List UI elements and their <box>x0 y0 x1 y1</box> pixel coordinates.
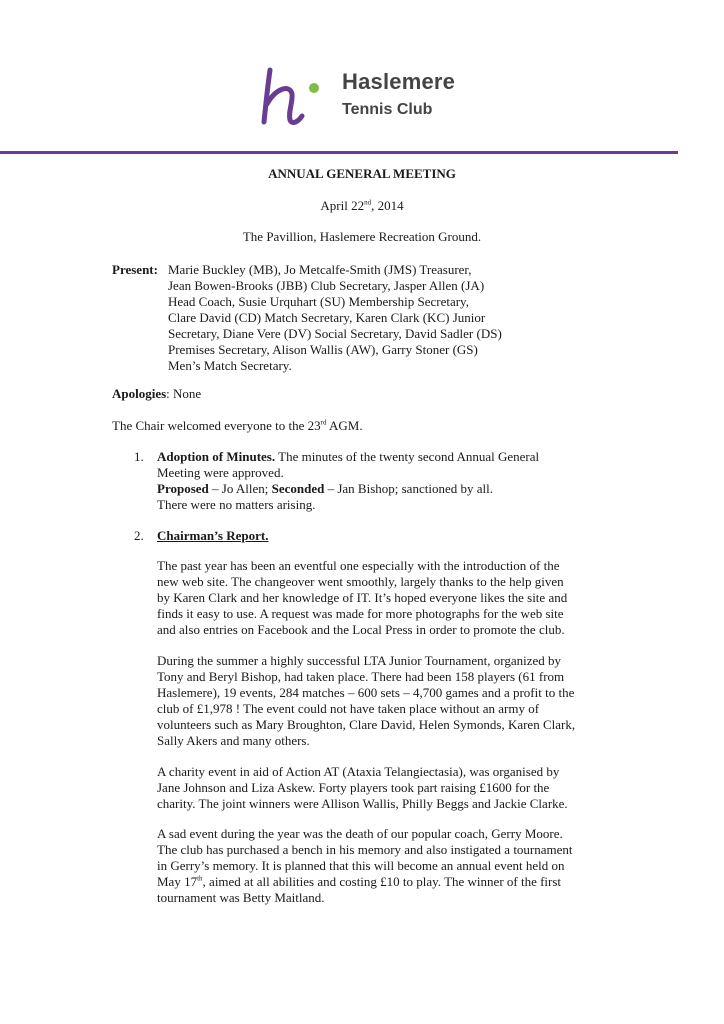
item-heading: Chairman’s Report. <box>157 528 269 543</box>
club-logo <box>258 62 488 132</box>
present-line: Secretary, Diane Vere (DV) Social Secretary, David Sadler (DS) <box>168 326 502 341</box>
item-number: 1. <box>134 449 144 464</box>
logo-dot-icon <box>309 83 319 93</box>
meeting-venue: The Pavillion, Haslemere Recreation Ground. <box>242 229 482 244</box>
welcome-text: The Chair welcomed everyone to the 23rd AGM. <box>112 418 363 433</box>
logo-subtitle: Tennis Club <box>342 101 433 118</box>
meeting-date: April 22nd, 2014 <box>320 198 404 213</box>
item-adoption-of-minutes: Adoption of Minutes. The minutes of the twenty second Annual General Meeting were approved. Proposed – Jo Allen; Seconded – Jan Bishop; sanctioned by all. There were no matters arising. <box>157 449 540 512</box>
report-paragraph: The past year has been an eventful one especially with the introduction of the new web site. The changeover went smoothly, largely thanks to the help given by Karen Clark and her knowledge of IT. It’s hoped everyone likes the site and finds it easy to use. A request was made for more photographs for the web site and also entries on Facebook and the Local Press in order to promote the club. <box>157 558 568 637</box>
report-paragraph: A sad event during the year was the death of our popular coach, Gerry Moore. The club has purchased a bench in his memory and also instigated a tournament in Gerry’s memory. It is planned that this will become an annual event held on May 17th, aimed at all abilities and costing £10 to play. The winner of the first tournament was Betty Maitland. <box>157 826 573 905</box>
present-list <box>168 262 548 374</box>
meeting-title: ANNUAL GENERAL MEETING <box>268 166 456 181</box>
apologies: Apologies: None <box>112 386 202 401</box>
present-line: Clare David (CD) Match Secretary, Karen Clark (KC) Junior <box>168 310 486 325</box>
present-line: Jean Bowen-Brooks (JBB) Club Secretary, Jasper Allen (JA) <box>168 278 485 293</box>
report-paragraph: During the summer a highly successful LTA Junior Tournament, organized by Tony and Beryl Bishop, had taken place. There had been 158 players (61 from Haslemere), 19 events, 284 matches – 600 sets – 4,700 games and a profit to the club of £1,978 ! The event could not have taken place without an army of volunteers such as Mary Broughton, Clare David, Helen Symonds, Karen Clark, Sally Akers and many others. <box>157 653 576 748</box>
logo-name: Haslemere <box>342 69 456 94</box>
report-paragraph: A charity event in aid of Action AT (Ataxia Telangiectasia), was organised by Jane Johnson and Liza Askew. Forty players took part raising £1600 for the charity. The joint winners were Allison Wallis, Philly Beggs and Jackie Clarke. <box>157 764 568 811</box>
header-divider <box>0 151 678 154</box>
present-line: Marie Buckley (MB), Jo Metcalfe-Smith (JMS) Treasurer, <box>168 262 472 277</box>
item-number: 2. <box>134 528 144 543</box>
present-line: Men’s Match Secretary. <box>168 358 292 373</box>
present-label: Present: <box>112 262 158 277</box>
logo-h-icon <box>258 62 338 132</box>
present-line: Head Coach, Susie Urquhart (SU) Membership Secretary, <box>168 294 469 309</box>
present-line: Premises Secretary, Alison Wallis (AW), Garry Stoner (GS) <box>168 342 478 357</box>
